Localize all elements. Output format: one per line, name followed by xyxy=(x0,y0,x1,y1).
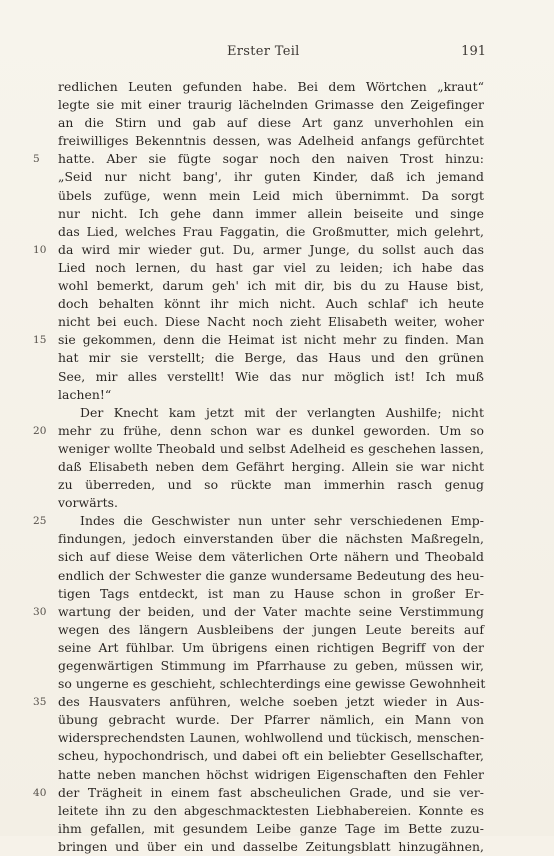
text-line xyxy=(33,693,484,711)
line-text: freiwilliges Bekenntnis dessen, was Adelheid anfangs gefürchtet xyxy=(58,133,484,149)
line-text: das Lied, welches Frau Faggatin, die Großmutter, mich gelehrt, xyxy=(58,223,484,239)
text-line xyxy=(58,729,484,747)
line-number: 25 xyxy=(33,515,47,528)
text-line xyxy=(58,766,484,784)
text-line xyxy=(58,277,484,295)
line-text: mehr zu frühe, denn schon war es dunkel geworden. Um so xyxy=(58,422,484,438)
line-text: lachen!“ xyxy=(58,386,112,402)
line-text: wohl bemerkt, darum geh' ich mit dir, bis du zu Hause bist, xyxy=(58,278,484,294)
text-line xyxy=(58,205,484,223)
line-text: seine Art fühlbar. Um übrigens einen richtigen Begriff von der xyxy=(58,639,484,655)
text-line xyxy=(58,494,484,512)
line-text: tigen Tags entdeckt, ist man zu Hause schon in großer Er- xyxy=(58,585,484,601)
text-line xyxy=(33,422,484,440)
line-number: 40 xyxy=(33,786,47,799)
text-line xyxy=(58,313,484,331)
line-text: zu überreden, und so rückte man immerhin rasch genug xyxy=(58,477,484,493)
line-text: so ungerne es geschieht, schlechterdings eine gewisse Gewohnheit xyxy=(58,676,486,692)
line-text: daß Elisabeth neben dem Gefährt herging. Allein sie war nicht xyxy=(58,458,484,474)
text-line xyxy=(58,368,484,386)
text-line xyxy=(33,241,484,259)
text-line xyxy=(58,187,484,205)
line-text: wartung der beiden, und der Vater machte seine Verstimmung xyxy=(58,603,484,619)
line-text: findungen, jedoch einverstanden über die nächsten Maßregeln, xyxy=(58,531,484,547)
text-line xyxy=(58,747,484,765)
line-text: Lied noch lernen, du hast gar viel zu leiden; ich habe das xyxy=(58,259,484,275)
text-line xyxy=(58,349,484,367)
line-text: scheu, hypochondrisch, und dabei oft ein beliebter Gesellschafter, xyxy=(58,748,484,764)
running-head xyxy=(0,44,554,64)
line-text: widersprechendsten Launen, wohlwollend und tückisch, menschen- xyxy=(58,731,484,746)
line-text: Der Knecht kam jetzt mit der verlangten Aushilfe; nicht xyxy=(80,404,484,420)
text-line xyxy=(33,150,484,168)
line-text: wegen des längern Ausbleibens der jungen Leute bereits auf xyxy=(58,621,484,637)
text-line xyxy=(33,512,484,530)
text-line xyxy=(58,548,484,566)
text-line xyxy=(58,621,484,639)
text-line xyxy=(58,820,484,838)
text-line xyxy=(58,675,484,693)
page-number: 191 xyxy=(461,44,486,59)
line-text: vorwärts. xyxy=(58,495,119,511)
text-line xyxy=(58,585,484,603)
text-line xyxy=(58,295,484,313)
line-number: 10 xyxy=(33,243,47,256)
line-text: leitete ihn zu den abgeschmacktesten Liebhabereien. Konnte es xyxy=(58,802,484,818)
line-text: der Trägheit in einem fast abscheulichen Grade, und sie ver- xyxy=(58,784,484,800)
line-text: Indes die Geschwister nun unter sehr verschiedenen Emp- xyxy=(80,513,484,529)
text-line xyxy=(58,440,484,458)
line-text: des Hausvaters anführen, welche soeben jetzt wieder in Aus- xyxy=(58,694,484,710)
line-text: legte sie mit einer traurig lächelnden Grimasse den Zeigefinger xyxy=(58,97,484,113)
line-text: „Seid nur nicht bang', ihr guten Kinder, daß ich jemand xyxy=(58,169,484,185)
text-line xyxy=(58,168,484,186)
text-line xyxy=(33,603,484,621)
text-line xyxy=(58,567,484,585)
line-number: 5 xyxy=(33,153,40,166)
text-line xyxy=(58,639,484,657)
line-text: hatte. Aber sie fügte sogar noch den naiven Trost hinzu: xyxy=(58,151,484,167)
text-line xyxy=(58,711,484,729)
line-text: gegenwärtigen Stimmung im Pfarrhause zu geben, müssen wir, xyxy=(58,658,484,673)
text-line xyxy=(58,802,484,820)
text-line xyxy=(58,458,484,476)
line-text: übels zufüge, wenn mein Leid mich übernimmt. Da sorgt xyxy=(58,187,484,203)
line-text: an die Stirn und gab auf diese Art ganz unverhohlen ein xyxy=(58,115,484,131)
line-text: ihm gefallen, mit gesundem Leibe ganze Tage im Bette zuzu- xyxy=(58,820,484,836)
text-line xyxy=(33,331,484,349)
line-number: 35 xyxy=(33,696,47,709)
line-number: 30 xyxy=(33,605,47,618)
running-title: Erster Teil xyxy=(227,44,300,59)
text-line xyxy=(58,114,484,132)
line-text: See, mir alles verstellt! Wie das nur möglich ist! Ich muß xyxy=(58,368,484,384)
line-text: hatte neben manchen höchst widrigen Eigenschaften den Fehler xyxy=(58,766,484,782)
line-text: nur nicht. Ich gehe dann immer allein beiseite und singe xyxy=(58,205,484,221)
line-text: nicht bei euch. Diese Nacht noch zieht Elisabeth weiter, woher xyxy=(58,314,484,330)
line-text: da wird mir wieder gut. Du, armer Junge, du sollst auch das xyxy=(58,241,484,257)
text-line xyxy=(58,223,484,241)
text-line xyxy=(58,259,484,277)
text-line xyxy=(58,657,484,675)
line-text: endlich der Schwester die ganze wundersame Bedeutung des heu- xyxy=(58,567,484,583)
text-line xyxy=(58,404,484,422)
text-line xyxy=(58,78,484,96)
text-line xyxy=(33,784,484,802)
text-line xyxy=(58,838,484,856)
line-text: übung gebracht wurde. Der Pfarrer nämlich, ein Mann von xyxy=(58,712,484,728)
line-text: bringen und über ein und dasselbe Zeitungsblatt hinzugähnen, xyxy=(58,838,484,854)
line-text: sich auf diese Weise dem väterlichen Orte nähern und Theobald xyxy=(58,549,484,565)
text-line xyxy=(58,530,484,548)
line-text: hat mir sie verstellt; die Berge, das Haus und den grünen xyxy=(58,350,484,366)
line-text: sie gekommen, denn die Heimat ist nicht mehr zu finden. Man xyxy=(58,332,484,348)
line-text: weniger wollte Theobald und selbst Adelheid es geschehen lassen, xyxy=(58,440,484,456)
body-text xyxy=(33,78,486,856)
text-line xyxy=(58,386,484,404)
line-text: redlichen Leuten gefunden habe. Bei dem Wörtchen „kraut“ xyxy=(58,79,484,94)
line-text: doch behalten könnt ihr mich nicht. Auch schlaf' ich heute xyxy=(58,296,484,312)
text-line xyxy=(58,476,484,494)
line-number: 15 xyxy=(33,334,47,347)
text-line xyxy=(58,96,484,114)
text-line xyxy=(58,132,484,150)
line-number: 20 xyxy=(33,424,47,437)
